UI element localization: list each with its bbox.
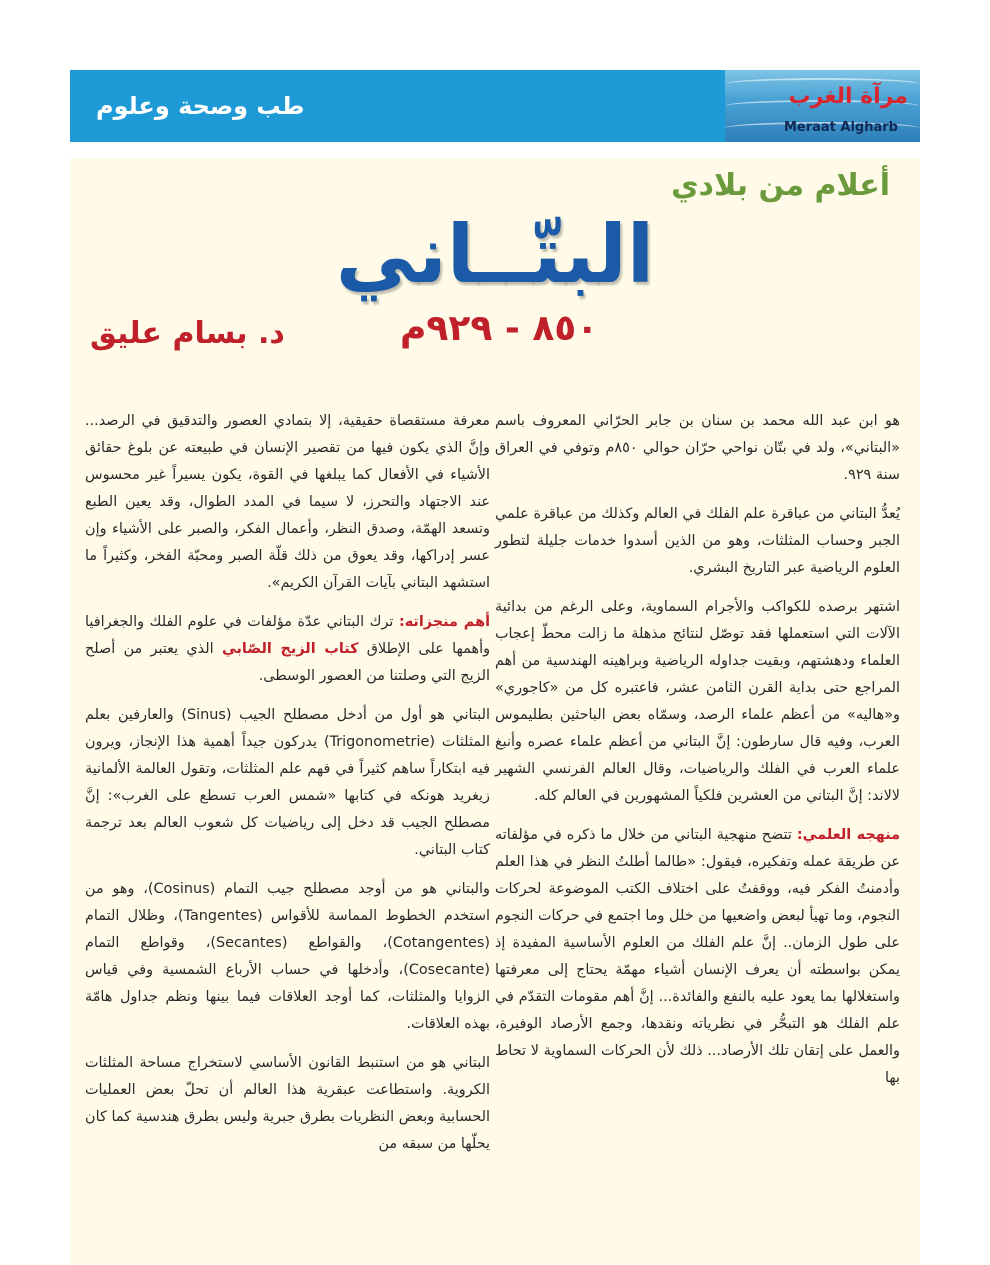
paragraph: اشتهر برصده للكواكب والأجرام السماوية، وعلى الرغم من بدائية الآلات التي استعملها فقد توصّل لنتائج مذهلة ما زالت محطّ إعجاب العلماء ودهشتهم، وبقيت جداوله الرياضية وبراهينه الهندسية من أهم المراجع حتى بداية القرن الثامن عشر، فاعتبره كل من «كاجوري» و«هاليه» من أعظم علماء الرصد، وسمّاه بعض الباحثين بطليموس العرب، وفيه قال سارطون: إنَّ البتاني من أعظم علماء عصره وأنبغ علماء العرب في الفلك والرياضيات، وقال العالم الفرنسي الشهير لالاند: إنَّ البتاني من العشرين فلكياً المشهورين في العالم كله. bbox=[495, 599, 900, 804]
section-label: طب وصحة وعلوم bbox=[96, 92, 305, 120]
paragraph-text: الذي يعتبر من أصلح الزيج التي وصلتنا من العصور الوسطى. bbox=[85, 641, 490, 684]
paragraph: يُعدُّ البتاني من عباقرة علم الفلك في العالم وكذلك من عباقرة علمي الجبر وحساب المثلثات، وهو من الذين أسدوا خدمات جليلة لتطور العلوم الرياضية عبر التاريخ البشري. bbox=[495, 506, 900, 576]
paragraph bbox=[85, 609, 490, 690]
logo-english-text: Meraat Algharb bbox=[783, 120, 898, 135]
header-banner bbox=[70, 70, 920, 142]
section-heading: أهم منجزاته: bbox=[398, 614, 490, 630]
paragraph: البتاني هو أول من أدخل مصطلح الجيب (Sinus) والعارفين بعلم المثلثات (Trigonometrie) يدركون جيداً أهمية هذا الإنجاز، ويرون فيه ابتكاراً ساهم كثيراً في فهم علم المثلثات، وتقول العالمة الألمانية زيغريد هونكه في كتابها «شمس العرب تسطع على الغرب»: إنَّ مصطلح الجيب قد دخل إلى رياضيات كل شعوب العالم بعد ترجمة كتاب البتاني. bbox=[85, 707, 490, 858]
article-column-left bbox=[85, 408, 490, 1170]
article-dates: ٨٥٠ - ٩٢٩م bbox=[400, 308, 599, 349]
paragraph-text: تتضح منهجية البتاني من خلال ما ذكره في مؤلفاته عن طريقة عمله وتفكيره، فيقول: «طالما أطلتُ النظر في هذا العلم وأدمنتُ الفكر فيه، ووقفتُ على اختلاف الكتب الموضوعة لحركات النجوم، وما تهيأ لبعض واضعيها من خلل وما اجتمع في حركات النجوم على طول الزمان.. إنَّ علم الفلك من العلوم الأساسية المفيدة إذ يمكن بواسطته أن يعرف الإنسان أشياء مهمّة يحتاج إلى معرفتها واستغلالها بما يعود عليه بالنفع والفائدة... إنَّ أهم مقومات التقدّم في علم الفلك هو التبحُّر في نظرياته ونقدها، وجمع الأرصاد الوفيرة، والعمل على إتقان تلك الأرصاد... ذلك لأن الحركات السماوية لا تحاط بها bbox=[495, 827, 900, 1086]
paragraph bbox=[495, 822, 900, 1092]
logo-arabic-text: مرآة الغرب bbox=[788, 84, 908, 109]
book-title: كتاب الزيج الصّابي bbox=[221, 641, 359, 657]
article-author: د. بسام عليق bbox=[90, 316, 285, 351]
article-title: البتّــاني bbox=[335, 208, 655, 301]
article-page bbox=[70, 158, 920, 1265]
paragraph: هو ابن عبد الله محمد بن سنان بن جابر الحرّاني المعروف باسم «البتاني»، ولد في بتّان نواحي حرّان حوالي ٨٥٠م وتوفي في العراق سنة ٩٢٩. bbox=[495, 413, 900, 483]
paragraph: والبتاني هو من أوجد مصطلح جيب التمام (Cosinus)، وهو من استخدم الخطوط المماسة للأقواس (Tangentes)، وظلال التمام (Cotangentes)، والقواطع (Secantes)، وقواطع التمام (Cosecante)، وأدخلها في حساب الأرباع الشمسية وفي قياس الزوايا والمثلثات، كما أوجد العلاقات فيما بينها ونظم جداول هامّة بهذه العلاقات. bbox=[85, 881, 490, 1032]
magazine-logo bbox=[725, 70, 920, 142]
section-heading: منهجه العلمي: bbox=[796, 827, 900, 843]
article-kicker: أعلام من بلادي bbox=[671, 168, 890, 203]
paragraph: البتاني هو من استنبط القانون الأساسي لاستخراج مساحة المثلثات الكروية. واستطاعت عبقرية هذا العالم أن تحلّ بعض العمليات الحسابية وبعض النظريات بطرق جبرية وليس بطرق هندسية كما كان يحلّها من سبقه من bbox=[85, 1055, 490, 1152]
paragraph: معرفة مستقصاة حقيقية، إلا بتمادي العصور والتدقيق في الرصد... وإنَّ الذي يكون فيها من تقصير الإنسان في طبيعته عن بلوغ حقائق الأشياء في الأفعال كما يبلغها في القوة، يكون يسيراً غير محسوس عند الاجتهاد والتحرز، لا سيما في المدد الطوال، وقد يعين الطبع وتسعد الهمّة، وصدق النظر، وأعمال الفكر، والصبر على الأشياء وإن عسر إدراكها، وقد يعوق من ذلك قلّة الصبر ومحبّة الفخر، وكثيراً ما استشهد البتاني بآيات القرآن الكريم». bbox=[85, 413, 490, 591]
paragraph-text: ترك البتاني عدّة مؤلفات في علوم الفلك والجغرافيا وأهمها على الإطلاق bbox=[85, 614, 491, 657]
article-column-right bbox=[495, 408, 900, 1104]
